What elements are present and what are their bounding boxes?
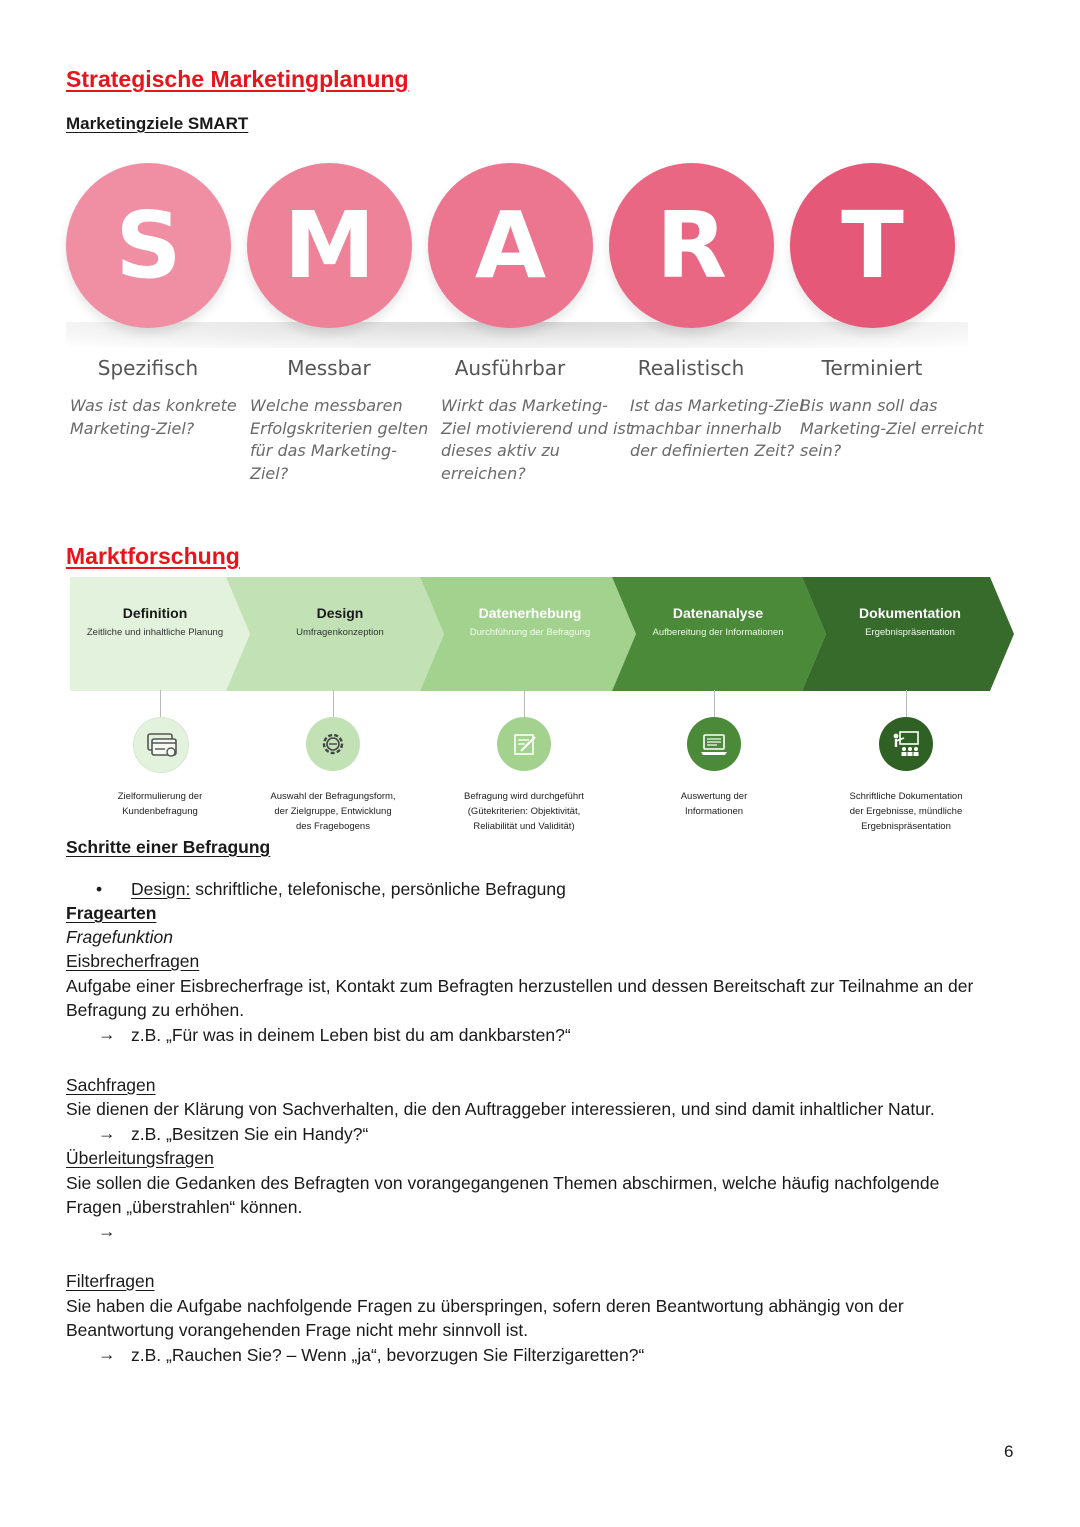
- smart-desc-m: [250, 395, 428, 485]
- step-label-definition: Definition: [122, 605, 188, 621]
- smart-desc-line: erreichen?: [441, 463, 526, 483]
- step-sub-datenanalyse: Aufbereitung der Informationen: [652, 627, 784, 638]
- smart-desc-line: Wirkt das Marketing-: [441, 396, 608, 415]
- arrow-icon: →: [98, 1221, 116, 1241]
- step-desc-line: Informationen: [684, 806, 744, 817]
- step-desc-line: Zielformulierung der: [117, 791, 203, 802]
- smart-desc-line: Welche messbaren: [250, 396, 403, 415]
- page-number: 6: [1004, 1442, 1014, 1461]
- sachfragen-example: z.B. „Besitzen Sie ein Handy?“: [131, 1124, 369, 1144]
- eisbrecher-text-1: Aufgabe einer Eisbrecherfrage ist, Kontakt zum Befragten herzustellen und dessen Bereitschaft zur Teilnahme an der: [66, 976, 974, 996]
- step-desc-line: Schriftliche Dokumentation: [849, 791, 963, 802]
- arrow-icon: →: [98, 1024, 116, 1044]
- fragearten-heading: Fragearten: [66, 903, 157, 923]
- step-desc-line: Auswertung der: [680, 791, 748, 802]
- smart-desc-a: [441, 395, 632, 485]
- edit-icon: [497, 717, 551, 771]
- gear-icon: [306, 717, 360, 771]
- arrow-icon: →: [98, 1123, 116, 1143]
- eisbrecher-text-2: Befragung zu erhöhen.: [66, 1000, 245, 1020]
- bullet-text: schriftliche, telefonische, persönliche Befragung: [190, 879, 566, 899]
- smart-desc-line: Erfolgskriterien gelten: [250, 418, 429, 438]
- smart-circle-a: A: [428, 163, 593, 328]
- page-title: Strategische Marketingplanung: [66, 66, 409, 92]
- step-desc-datenanalyse: [629, 789, 799, 819]
- smart-desc-line: Ist das Marketing-Ziel: [630, 396, 804, 415]
- step-desc-datenerhebung: [439, 789, 609, 834]
- smart-circle-t: T: [790, 163, 955, 328]
- filterfragen-text-2: Beantwortung vorangehenden Frage nicht mehr sinnvoll ist.: [66, 1320, 529, 1340]
- marktforschung-title: Marktforschung: [66, 543, 240, 569]
- step-desc-line: der Zielgruppe, Entwicklung: [274, 806, 392, 817]
- smart-desc-line: Ziel?: [250, 463, 289, 483]
- step-desc-line: Kundenbefragung: [122, 806, 198, 817]
- step-desc-line: Auswahl der Befragungsform,: [270, 791, 396, 802]
- smart-desc-line: Bis wann soll das: [800, 396, 938, 415]
- smart-desc-line: für das Marketing-: [250, 441, 397, 460]
- step-desc-design: [248, 789, 418, 834]
- ueberleitung-heading: Überleitungsfragen: [66, 1148, 214, 1168]
- step-sub-design: Umfragenkonzeption: [296, 627, 384, 638]
- step-desc-dokumentation: [821, 789, 991, 834]
- smart-circle-m: M: [247, 163, 412, 328]
- filterfragen-example: z.B. „Rauchen Sie? – Wenn „ja“, bevorzugen Sie Filterzigaretten?“: [131, 1345, 645, 1365]
- connector-line: [524, 690, 525, 718]
- bullet-label: Design:: [131, 879, 191, 899]
- step-sub-definition: Zeitliche und inhaltliche Planung: [86, 627, 224, 638]
- step-desc-line: (Gütekriterien: Objektivität,: [467, 806, 581, 817]
- filterfragen-text-1: Sie haben die Aufgabe nachfolgende Fragen zu überspringen, sofern deren Beantwortung abhängig von der: [66, 1296, 904, 1316]
- smart-desc-t: [800, 395, 983, 463]
- arrow-icon: →: [98, 1344, 116, 1364]
- smart-desc-line: Was ist das konkrete: [70, 396, 237, 415]
- eisbrecher-heading: Eisbrecherfragen: [66, 951, 200, 971]
- smart-desc-line: dieses aktiv zu: [441, 441, 560, 460]
- smart-desc-line: sein?: [800, 441, 842, 460]
- bullet-item: [131, 877, 566, 902]
- smart-word-realistisch: Realistisch: [637, 356, 745, 380]
- step-desc-line: Ergebnispräsentation: [861, 821, 951, 832]
- steps-heading: Schritte einer Befragung: [66, 837, 271, 857]
- smart-desc-line: Ziel motivierend und ist: [441, 418, 633, 438]
- eisbrecher-example: z.B. „Für was in deinem Leben bist du am dankbarsten?“: [131, 1025, 571, 1045]
- ueberleitung-text-1: Sie sollen die Gedanken des Befragten von vorangegangenen Themen abschirmen, welche häufig nachfolgende: [66, 1173, 940, 1193]
- bullet-icon: •: [96, 879, 103, 899]
- step-label-datenanalyse: Datenanalyse: [672, 605, 764, 621]
- step-desc-line: Befragung wird durchgeführt: [464, 791, 584, 802]
- step-sub-dokumentation: Ergebnispräsentation: [865, 627, 955, 638]
- connector-line: [714, 690, 715, 718]
- smart-heading: Marketingziele SMART: [66, 114, 249, 133]
- filterfragen-heading: Filterfragen: [66, 1271, 155, 1291]
- step-label-datenerhebung: Datenerhebung: [478, 605, 582, 621]
- sachfragen-text: Sie dienen der Klärung von Sachverhalten, die den Auftraggeber interessieren, und sind damit inhaltlicher Natur.: [66, 1099, 935, 1119]
- smart-desc-line: Marketing-Ziel?: [70, 418, 195, 438]
- smart-desc-line: Marketing-Ziel erreicht: [800, 418, 984, 438]
- step-desc-line: der Ergebnisse, mündliche: [849, 806, 963, 817]
- smart-desc-r: [630, 395, 804, 463]
- smart-word-terminiert: Terminiert: [821, 356, 923, 380]
- sachfragen-heading: Sachfragen: [66, 1075, 156, 1095]
- step-desc-line: des Fragebogens: [296, 821, 370, 832]
- smart-word-messbar: Messbar: [287, 356, 371, 380]
- smart-circle-r: R: [609, 163, 774, 328]
- step-desc-definition: [75, 789, 245, 819]
- laptop-icon: [687, 717, 741, 771]
- connector-line: [333, 690, 334, 718]
- ueberleitung-text-2: Fragen „überstrahlen“ können.: [66, 1197, 303, 1217]
- smart-word-ausfuehrbar: Ausführbar: [454, 356, 566, 380]
- connector-line: [160, 690, 161, 718]
- smart-desc-line: machbar innerhalb: [630, 418, 782, 438]
- smart-word-spezifisch: Spezifisch: [97, 356, 199, 380]
- smart-circle-s: S: [66, 163, 231, 328]
- smart-desc-line: der definierten Zeit?: [630, 441, 795, 460]
- fragefunktion-heading: Fragefunktion: [66, 927, 174, 947]
- step-desc-line: Reliabilität und Validität): [473, 821, 575, 832]
- smart-desc-s: [70, 395, 237, 440]
- connector-line: [906, 690, 907, 718]
- step-label-dokumentation: Dokumentation: [859, 605, 961, 621]
- step-label-design: Design: [316, 605, 364, 621]
- credit-card-icon: [133, 717, 189, 773]
- step-sub-datenerhebung: Durchführung der Befragung: [469, 627, 591, 638]
- presentation-icon: [879, 717, 933, 771]
